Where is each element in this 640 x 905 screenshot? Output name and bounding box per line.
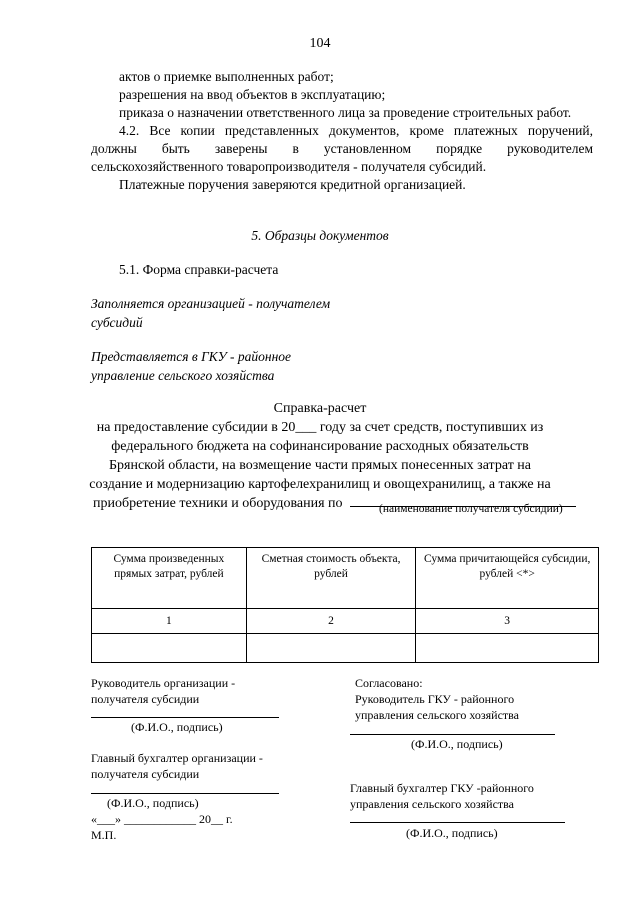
- note-submitted-to-line2: управление сельского хозяйства: [91, 368, 275, 383]
- section-title: 5. Образцы документов: [251, 228, 389, 243]
- date-line[interactable]: «___» ____________ 20__ г.: [91, 812, 233, 826]
- paragraph-order: приказа о назначении ответственного лица за проведение строительных работ.: [119, 105, 572, 120]
- left-accountant-label: [91, 750, 263, 782]
- note-filled-by-line1: Заполняется организацией - получателем: [91, 296, 331, 311]
- body-paragraphs: [91, 68, 593, 194]
- certificate-title-block: [0, 399, 640, 513]
- paragraph-permits: разрешения на ввод объектов в эксплуатацию;: [119, 87, 386, 102]
- column-number-2: 2: [246, 609, 416, 634]
- header-direct-costs: Сумма произведенных прямых затрат, рублей: [92, 548, 247, 609]
- left-accountant-signature-line[interactable]: [91, 793, 279, 794]
- right-accountant-label: [350, 780, 534, 812]
- column-number-3: 3: [416, 609, 599, 634]
- certificate-subtitle-line3: Брянской области, на возмещение части прямых понесенных затрат на: [108, 458, 532, 473]
- left-head-caption: (Ф.И.О., подпись): [131, 720, 223, 734]
- note-submitted-to-line1: Представляется в ГКУ - районное: [91, 349, 292, 364]
- paragraph-payment-orders: Платежные поручения заверяются кредитной организацией.: [119, 177, 466, 192]
- paragraph-4-2: 4.2. Все копии представленных документов, кроме платежных поручений, должны быть заверены в установленном порядке руководителем сельскохозяйственного товаропроизводителя - получателя субсидий.: [91, 123, 593, 174]
- left-head-signature-line[interactable]: [91, 717, 279, 718]
- paragraph-acts: актов о приемке выполненных работ;: [119, 69, 334, 84]
- table-row: [92, 634, 599, 663]
- certificate-subtitle-line2: федерального бюджета на софинансирование расходных обязательств: [111, 439, 529, 454]
- left-head-label-line2: получателя субсидии: [91, 692, 200, 706]
- subsection-title: 5.1. Форма справки-расчета: [119, 262, 279, 277]
- left-accountant-label-line2: получателя субсидии: [91, 767, 200, 781]
- right-head-caption: (Ф.И.О., подпись): [411, 737, 503, 751]
- cell-estimated-cost[interactable]: [246, 634, 416, 663]
- right-agreed-block: [355, 675, 519, 723]
- page-number: 104: [309, 36, 331, 51]
- calculation-table: [91, 547, 599, 663]
- right-accountant-caption: (Ф.И.О., подпись): [406, 826, 498, 840]
- left-accountant-caption: (Ф.И.О., подпись): [107, 796, 199, 810]
- left-accountant-label-line1: Главный бухгалтер организации -: [91, 751, 263, 765]
- column-number-1: 1: [92, 609, 247, 634]
- cell-subsidy-amount[interactable]: [416, 634, 599, 663]
- certificate-title: Справка-расчет: [273, 401, 367, 416]
- note-submitted-to: [91, 347, 291, 385]
- header-subsidy-amount: Сумма причитающейся субсидии, рублей <*>: [416, 548, 599, 609]
- right-head-label-line2: управления сельского хозяйства: [355, 708, 519, 722]
- right-accountant-label-line2: управления сельского хозяйства: [350, 797, 514, 811]
- right-accountant-label-line1: Главный бухгалтер ГКУ -районного: [350, 781, 534, 795]
- table-number-row: [92, 609, 599, 634]
- note-filled-by-line2: субсидий: [91, 315, 143, 330]
- stamp-place: М.П.: [91, 828, 117, 842]
- recipient-name-caption: (наименование получателя субсидии): [379, 503, 563, 515]
- right-accountant-signature-line[interactable]: [350, 822, 565, 823]
- right-head-label-line1: Руководитель ГКУ - районного: [355, 692, 515, 706]
- certificate-subtitle-line5-text: приобретение техники и оборудования по: [93, 496, 343, 511]
- cell-direct-costs[interactable]: [92, 634, 247, 663]
- certificate-subtitle-line1: на предоставление субсидии в 20___ году за счет средств, поступивших из: [96, 420, 544, 435]
- header-estimated-cost: Сметная стоимость объекта, рублей: [246, 548, 416, 609]
- right-head-signature-line[interactable]: [350, 734, 555, 735]
- agreed-label: Согласовано:: [355, 676, 423, 690]
- left-head-label-line1: Руководитель организации -: [91, 676, 236, 690]
- note-filled-by: [91, 294, 330, 332]
- table-header-row: [92, 548, 599, 609]
- certificate-subtitle-line4: создание и модернизацию картофелехранилищ и овощехранилищ, а также на: [89, 477, 551, 492]
- left-head-label: [91, 675, 235, 707]
